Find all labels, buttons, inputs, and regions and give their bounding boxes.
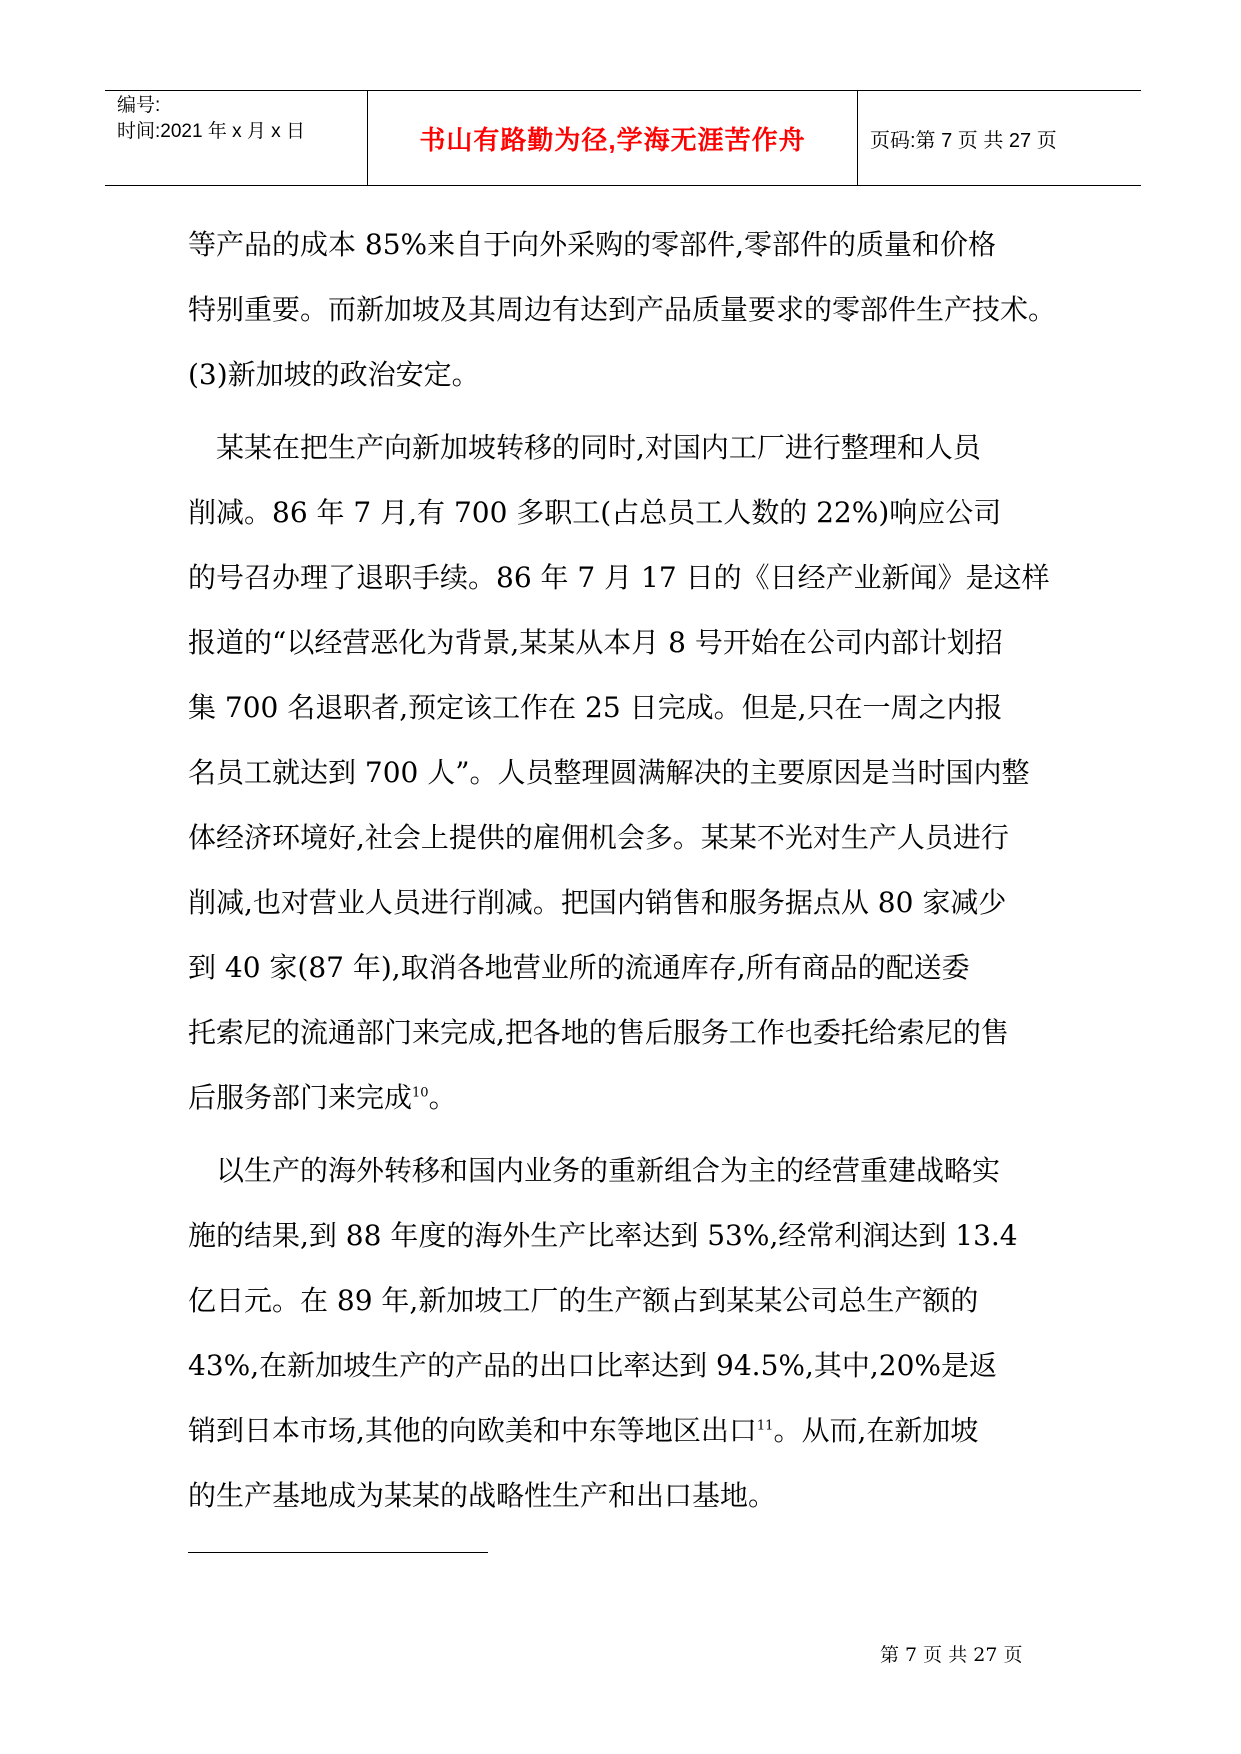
paragraph-line: 报道的“以经营恶化为背景,某某从本月 8 号开始在公司内部计划招 bbox=[188, 626, 1003, 659]
header-motto-cell bbox=[368, 91, 858, 185]
paragraph-line: 体经济环境好,社会上提供的雇佣机会多。某某不光对生产人员进行 bbox=[188, 821, 1009, 854]
paragraph-line bbox=[188, 1398, 1068, 1463]
paragraph-line: (3)新加坡的政治安定。 bbox=[188, 358, 480, 391]
paragraph-line: 削减。86 年 7 月,有 700 多职工(占总员工人数的 22%)响应公司 bbox=[188, 496, 1002, 529]
paragraph-line: 特别重要。而新加坡及其周边有达到产品质量要求的零部件生产技术。 bbox=[188, 293, 1057, 326]
paragraph-text: 销到日本市场,其他的向欧美和中东等地区出口 bbox=[188, 1414, 757, 1447]
page-footer: 第 7 页 共 27 页 bbox=[880, 1644, 1023, 1666]
paragraph-line: 的号召办理了退职手续。86 年 7 月 17 日的《日经产业新闻》是这样 bbox=[188, 561, 1050, 594]
header-page-cell bbox=[858, 91, 1141, 185]
paragraph-line: 名员工就达到 700 人”。人员整理圆满解决的主要原因是当时国内整 bbox=[188, 756, 1030, 789]
paragraph-text: 后服务部门来完成 bbox=[188, 1081, 413, 1114]
paragraph-line: 的生产基地成为某某的战略性生产和出口基地。 bbox=[188, 1479, 777, 1512]
paragraph-line: 某某在把生产向新加坡转移的同时,对国内工厂进行整理和人员 bbox=[216, 431, 981, 464]
header-meta-cell bbox=[105, 91, 368, 185]
paragraph-line: 托索尼的流通部门来完成,把各地的售后服务工作也委托给索尼的售 bbox=[188, 1016, 1009, 1049]
header-motto: 书山有路勤为径,学海无涯苦作舟 bbox=[419, 124, 806, 155]
paragraph-line bbox=[188, 1065, 1068, 1130]
footnote-separator bbox=[188, 1552, 488, 1553]
document-time-label: 时间:2021 年 x 月 x 日 bbox=[117, 121, 305, 142]
paragraph-text: 。 bbox=[428, 1081, 457, 1114]
paragraph-line: 施的结果,到 88 年度的海外生产比率达到 53%,经常利润达到 13.4 bbox=[188, 1219, 1018, 1252]
header-page-info: 页码:第 7 页 共 27 页 bbox=[870, 129, 1057, 152]
paragraph-text: 。从而,在新加坡 bbox=[773, 1414, 979, 1447]
document-number-label: 编号: bbox=[117, 95, 161, 116]
page-header bbox=[105, 90, 1141, 186]
paragraph-line: 到 40 家(87 年),取消各地营业所的流通库存,所有商品的配送委 bbox=[188, 951, 970, 984]
paragraph-line: 等产品的成本 85%来自于向外采购的零部件,零部件的质量和价格 bbox=[188, 228, 997, 261]
footnote-ref-10: 10 bbox=[412, 1085, 429, 1101]
paragraph-line: 43%,在新加坡生产的产品的出口比率达到 94.5%,其中,20%是返 bbox=[188, 1349, 998, 1382]
paragraph-line: 削减,也对营业人员进行削减。把国内销售和服务据点从 80 家减少 bbox=[188, 886, 1007, 919]
paragraph-line: 集 700 名退职者,预定该工作在 25 日完成。但是,只在一周之内报 bbox=[188, 691, 1003, 724]
paragraph-line: 以生产的海外转移和国内业务的重新组合为主的经营重建战略实 bbox=[216, 1154, 1001, 1187]
footnote-ref-11: 11 bbox=[756, 1418, 774, 1434]
paragraph-line: 亿日元。在 89 年,新加坡工厂的生产额占到某某公司总生产额的 bbox=[188, 1284, 979, 1317]
document-body bbox=[188, 212, 1068, 1528]
